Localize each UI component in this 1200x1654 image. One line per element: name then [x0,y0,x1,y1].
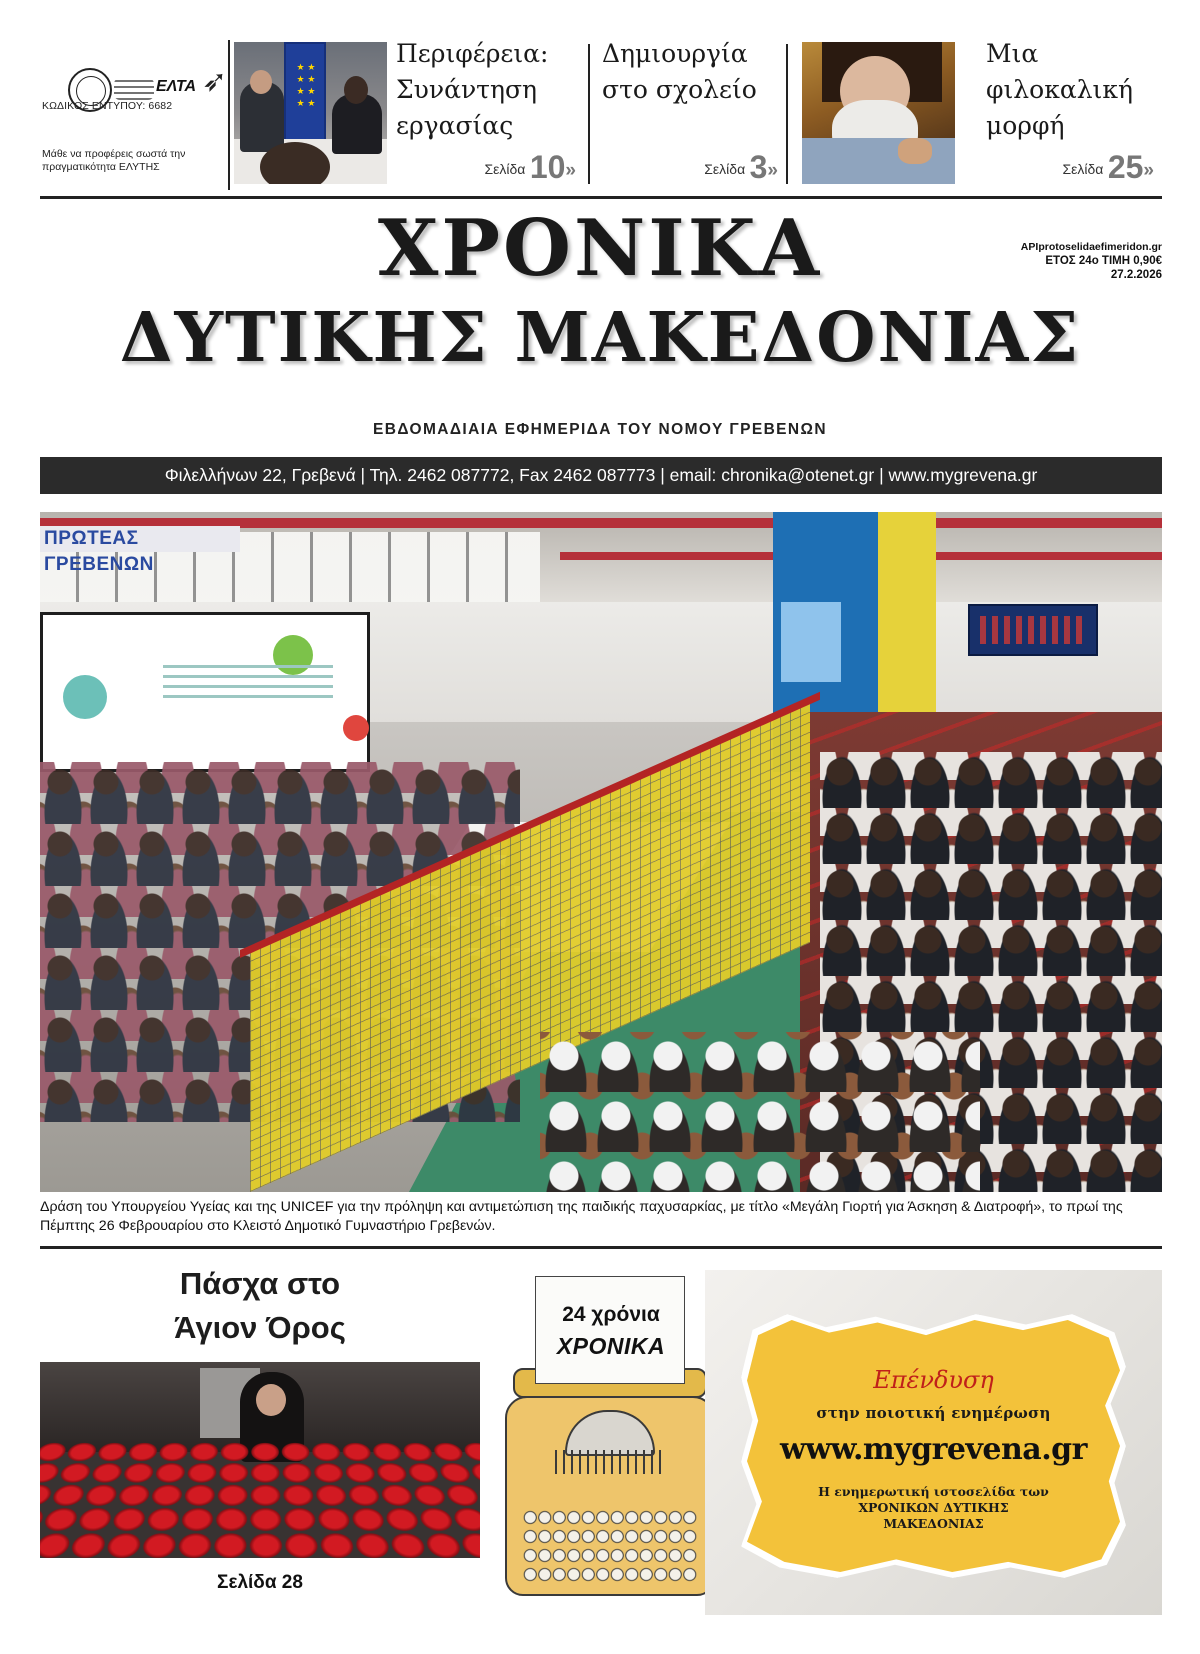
main-photo-caption: Δράση του Υπουργείου Υγείας και της UNICEF για την πρόληψη και αντιμετώπιση της παιδικής παχυσαρκίας, με τίτλο «Μεγάλη Γιορτή για Άσκηση & Διατροφή», το πρωί της Πέμπτης 26 Φεβρουαρίου στο Κλειστό Δημοτικό Γυμναστήριο Γρεβενών. [40,1199,1123,1234]
issue-date: 27.2.2026 [1110,269,1162,281]
masthead-title-line1: ΧΡΟΝΙΚΑ [377,203,823,294]
masthead-title-line2: ΔΥΤΙΚΗΣ ΜΑΚΕΔΟΝΙΑΣ [119,298,1081,378]
teaser-page-ref: Σελίδα 3» [704,149,778,185]
red-eggs [40,1442,480,1558]
teaser-region-meeting[interactable] [234,40,584,190]
projection-screen [40,612,370,772]
easter-headline[interactable]: Πάσχα στο Άγιον Όρος [174,1266,346,1345]
typewriter-paper [535,1276,685,1384]
teaser-page-ref: Σελίδα 10» [484,149,576,185]
ad-subline: στην ποιοτική ενημέρωση [816,1404,1051,1422]
anniversary-years: 24 χρόνια [562,1303,660,1326]
anniversary-typewriter [505,1270,715,1600]
column-divider [588,44,590,184]
ad-headline: Επένδυση [873,1366,994,1394]
section-rule [40,1246,1162,1249]
teaser-school[interactable] [596,40,786,190]
gym-sign: ΠΡΩΤΕΑΣ ΓΡΕΒΕΝΩΝ [40,526,240,552]
teaser-photo-meeting [234,42,387,184]
scoreboard [968,604,1098,656]
typewriter-keys [523,1508,697,1586]
top-strip [40,40,1162,190]
easter-photo-red-eggs [40,1362,480,1558]
elta-logo: ΕΛΤΑ [156,78,197,95]
edition-info [1021,240,1162,282]
year-price: ΕΤΟΣ 24ο ΤΙΜΗ 0,90€ [1045,255,1162,267]
tagline: ΕΒΔΟΜΑΔΙΑΙΑ ΕΦΗΜΕΡΙΔΑ ΤΟΥ ΝΟΜΟΥ ΓΡΕΒΕΝΩΝ [373,421,827,438]
teaser-page-ref: Σελίδα 25» [1062,149,1154,185]
ad-description: Η ενημερωτική ιστοσελίδα των ΧΡΟΝΙΚΩΝ ΔΥΤΙΚΗΣ ΜΑΚΕΔΟΝΙΑΣ [818,1484,1049,1531]
elta-bird-icon: ➶ [202,64,228,99]
contact-bar: Φιλελλήνων 22, Γρεβενά | Τηλ. 2462 087772, Fax 2462 087773 | email: chronika@otenet.gr | www.mygrevena.gr [40,457,1162,494]
anniversary-name: ΧΡΟΝΙΚΑ [556,1333,666,1359]
issue-source: ΑΡΙprotoselidaefimeridon.gr [1020,241,1162,253]
teaser-title: Μια φιλοκαλική μορφή [986,39,1133,140]
main-photo-gym-event [40,512,1162,1192]
ad-url[interactable]: www.mygrevena.gr [780,1432,1087,1467]
eu-stars-icon: ★ ★ ★ ★ ★ ★ ★ ★ [296,63,316,109]
teaser-philokalic[interactable] [802,40,1162,190]
column-divider [786,44,788,184]
teaser-title: Δημιουργία στο σχολείο [602,39,757,104]
elytis-quote: Μάθε να προφέρεις σωστά την πραγματικότητα ΕΛΥΤΗΣ [42,148,186,173]
postal-box [40,40,230,190]
postal-code: ΚΩΔΙΚΟΣ ΕΝΤΥΠΟΥ: 6682 [42,100,173,112]
easter-page-ref: Σελίδα 28 [217,1572,303,1593]
masthead-top-rule [40,196,1162,199]
teaser-photo-elder [802,42,955,184]
mygrevena-ad[interactable] [705,1270,1162,1615]
postal-cancel-lines-icon [114,78,154,100]
teaser-title: Περιφέρεια: Συνάντηση εργασίας [396,39,549,140]
